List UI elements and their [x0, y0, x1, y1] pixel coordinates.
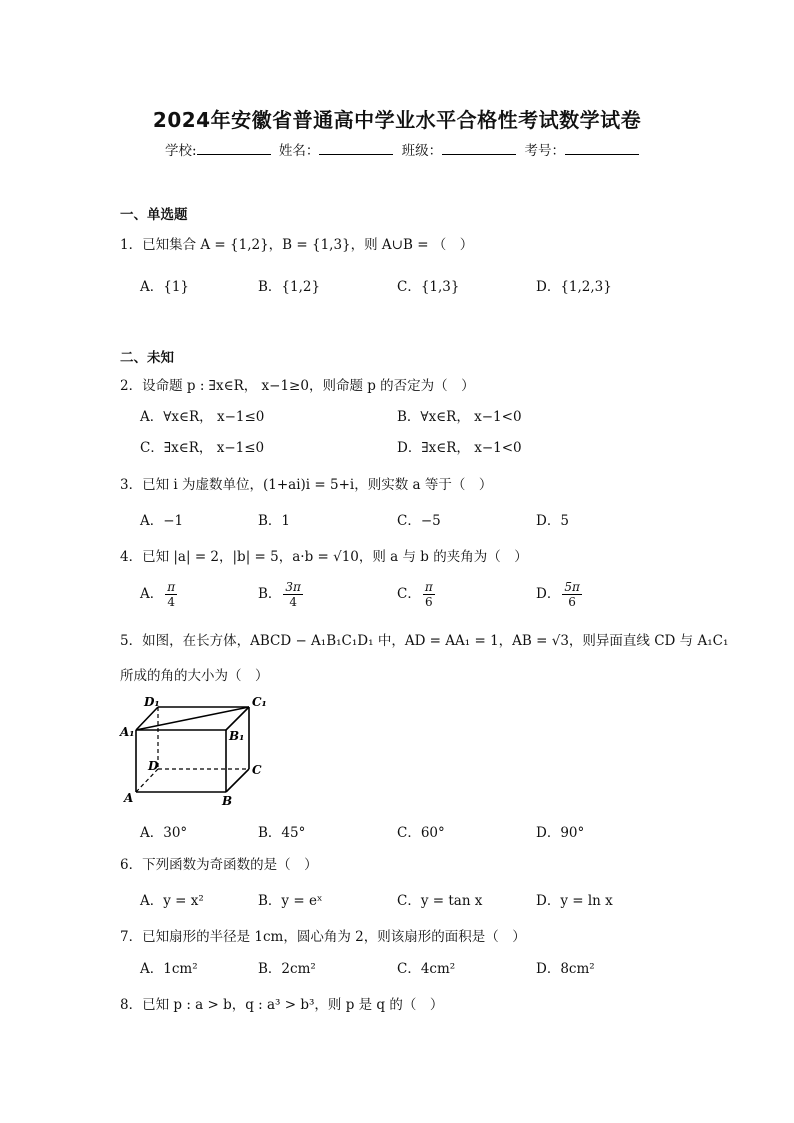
q6-option-a: A．y = x²	[140, 893, 204, 909]
q4-option-d-fraction	[562, 580, 582, 609]
q2-option-c: C．∃x∈R， x−1≤0	[140, 440, 265, 456]
q4-option-a-fraction	[165, 580, 177, 609]
q4-option-a	[140, 580, 177, 609]
q1-option-d: D．{1,2,3}	[536, 279, 612, 295]
q4-option-b-denominator: 4	[289, 595, 297, 609]
q1-option-c: C．{1,3}	[397, 279, 460, 295]
question-4-stem: 4．已知 |a| = 2，|b| = 5，a·b = √10，则 a 与 b 的夹角为（ ）	[120, 549, 528, 565]
q4-option-c-numerator: π	[424, 580, 433, 594]
q2-option-b: B．∀x∈R， x−1<0	[397, 409, 522, 425]
q4-option-b-label: B．	[258, 586, 282, 602]
q3-option-c: C．−5	[397, 513, 441, 529]
q6-option-b: B．y = eˣ	[258, 893, 323, 909]
q4-option-a-label: A．	[140, 586, 164, 602]
q4-option-d	[536, 580, 582, 609]
q4-option-a-denominator: 4	[167, 595, 176, 609]
school-label: 学校:	[165, 143, 197, 159]
q6-option-c: C．y = tan x	[397, 893, 483, 909]
q4-option-c-denominator: 6	[424, 595, 433, 609]
question-7-stem: 7．已知扇形的半径是 1cm，圆心角为 2，则该扇形的面积是（ ）	[120, 929, 526, 945]
class-blank	[442, 140, 516, 155]
q4-option-c-label: C．	[397, 586, 421, 602]
label-D1: D₁	[144, 695, 160, 709]
q2-option-a: A．∀x∈R， x−1≤0	[140, 409, 265, 425]
q5-option-c: C．60°	[397, 825, 445, 841]
section-heading-single-choice: 一、单选题	[120, 207, 188, 223]
question-3-stem: 3．已知 i 为虚数单位，(1+ai)i = 5+i，则实数 a 等于（ ）	[120, 477, 493, 493]
label-A1: A₁	[120, 725, 135, 739]
section-heading-unknown: 二、未知	[120, 350, 174, 366]
q6-option-d: D．y = ln x	[536, 893, 613, 909]
q7-option-c: C．4cm²	[397, 961, 456, 977]
label-B1: B₁	[229, 729, 245, 743]
exam-no-label: 考号：	[524, 143, 565, 159]
q4-option-d-label: D．	[536, 586, 561, 602]
question-2-stem: 2．设命题 p : ∃x∈R， x−1≥0，则命题 p 的否定为（ ）	[120, 378, 475, 394]
question-5-stem-line-2: 所成的角的大小为（ ）	[120, 668, 269, 684]
q4-option-c-fraction	[423, 580, 435, 609]
label-A: A	[124, 791, 134, 805]
q5-option-d: D．90°	[536, 825, 585, 841]
q3-option-d: D．5	[536, 513, 569, 529]
name-blank	[319, 140, 393, 155]
q4-option-b-numerator: 3π	[285, 580, 301, 594]
name-label: 姓名：	[278, 143, 320, 159]
label-D: D	[148, 759, 159, 773]
class-label: 班级：	[401, 143, 443, 159]
exam-no-blank	[565, 140, 639, 155]
page-title: 2024年安徽省普通高中学业水平合格性考试数学试卷	[152, 108, 642, 132]
q5-option-a: A．30°	[140, 825, 188, 841]
question-1-stem: 1．已知集合 A = {1,2}，B = {1,3}，则 A∪B = （ ）	[120, 237, 474, 253]
q4-option-a-numerator: π	[167, 580, 176, 594]
q4-option-d-denominator: 6	[568, 595, 576, 609]
q4-option-d-numerator: 5π	[564, 580, 580, 594]
label-C: C	[252, 763, 262, 777]
cuboid-figure	[118, 694, 278, 810]
q3-option-b: B．1	[258, 513, 291, 529]
q7-option-b: B．2cm²	[258, 961, 316, 977]
student-info-line	[165, 139, 643, 159]
label-B: B	[222, 794, 233, 808]
question-8-stem: 8．已知 p : a > b，q : a³ > b³，则 p 是 q 的（ ）	[120, 997, 444, 1013]
question-5-stem-line-1: 5．如图，在长方体，ABCD − A₁B₁C₁D₁ 中，AD = AA₁ = 1，AB = √3，则异面直线 CD 与 A₁C₁	[120, 633, 729, 649]
q1-option-b: B．{1,2}	[258, 279, 321, 295]
q5-option-b: B．45°	[258, 825, 306, 841]
q4-option-c	[397, 580, 435, 609]
q7-option-d: D．8cm²	[536, 961, 595, 977]
q1-option-a: A．{1}	[140, 279, 190, 295]
q4-option-b	[258, 580, 303, 609]
question-6-stem: 6．下列函数为奇函数的是（ ）	[120, 857, 318, 873]
q2-option-d: D．∃x∈R， x−1<0	[397, 440, 522, 456]
school-blank	[197, 140, 271, 155]
label-C1: C₁	[252, 695, 267, 709]
q3-option-a: A．−1	[140, 513, 184, 529]
q4-option-b-fraction	[283, 580, 303, 609]
q7-option-a: A．1cm²	[140, 961, 198, 977]
